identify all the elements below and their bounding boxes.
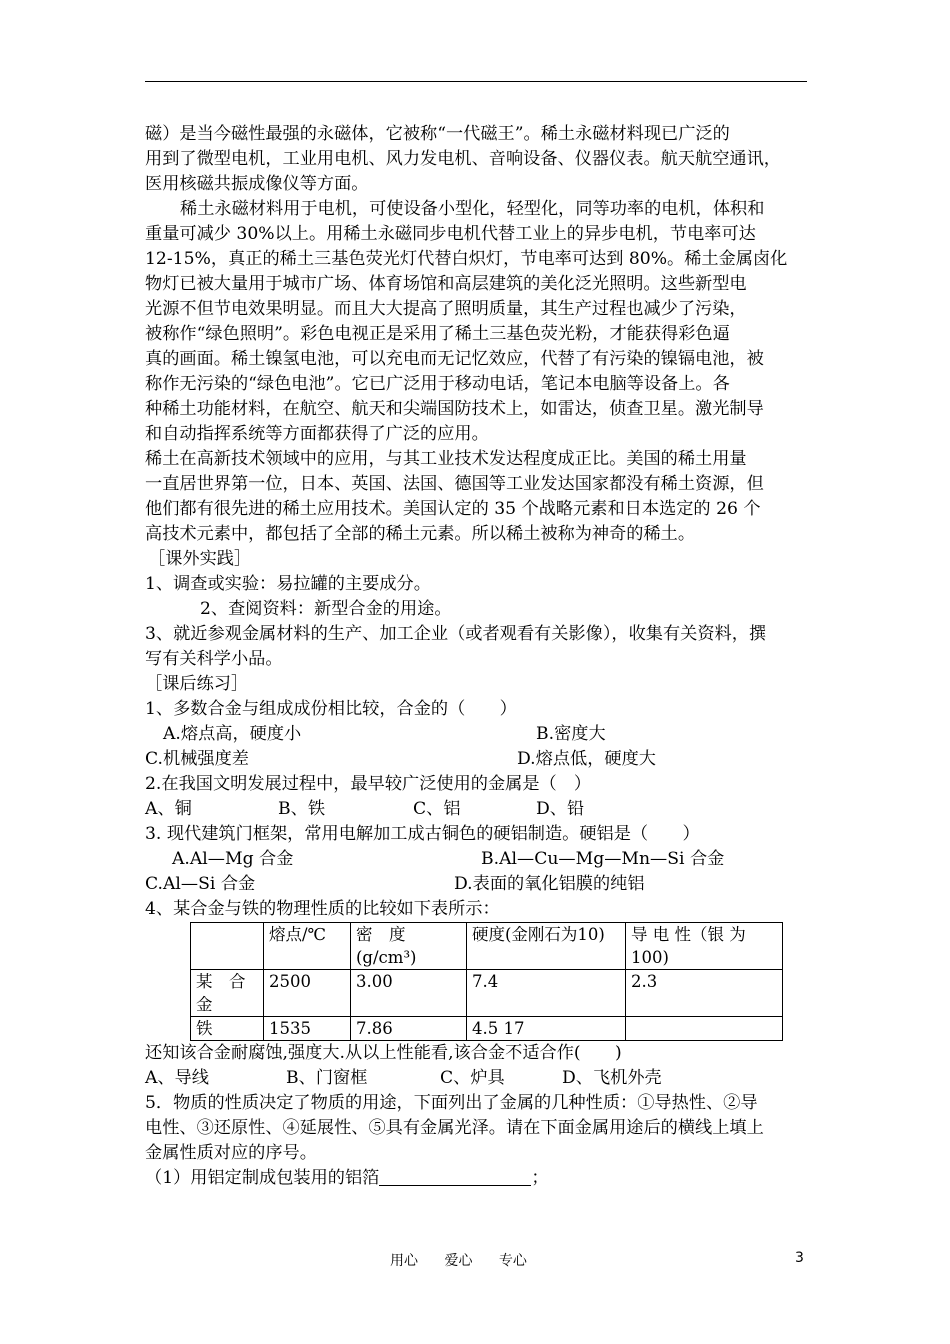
table-cell: 1535 bbox=[264, 1017, 351, 1041]
practice-item: 1、调查或实验：易拉罐的主要成分。 bbox=[145, 574, 431, 594]
body-line: 被称作“绿色照明”。彩色电视正是采用了稀土三基色荧光粉，才能获得彩色逼 bbox=[145, 324, 730, 344]
option-d: D.熔点低，硬度大 bbox=[517, 749, 656, 769]
option-c: C.机械强度差 bbox=[145, 749, 249, 769]
table-cell: 某 合金 bbox=[191, 970, 264, 1017]
body-line: 称作无污染的“绿色电池”。它已广泛用于移动电话，笔记本电脑等设备上。各 bbox=[145, 374, 730, 394]
options-row bbox=[145, 747, 810, 772]
header-rule bbox=[145, 81, 807, 82]
options-row bbox=[145, 722, 810, 747]
option-a: A、铜 bbox=[145, 799, 192, 819]
option-d: D.表面的氧化铝膜的纯铝 bbox=[454, 874, 645, 894]
table-cell: 4.5 17 bbox=[467, 1017, 626, 1041]
table-cell: 铁 bbox=[191, 1017, 264, 1041]
properties-table bbox=[190, 922, 783, 1041]
fill-blank-item bbox=[145, 1166, 810, 1191]
table-header-cell: 硬度(金刚石为10) bbox=[467, 923, 626, 970]
table-cell: 7.4 bbox=[467, 970, 626, 1017]
question-note: 还知该合金耐腐蚀,强度大.从以上性能看,该合金不适合作( ) bbox=[145, 1043, 622, 1063]
question-stem: 1、多数合金与组成成份相比较，合金的（ ） bbox=[145, 699, 517, 719]
body-line: 稀土在高新技术领域中的应用，与其工业技术发达程度成正比。美国的稀土用量 bbox=[145, 449, 747, 469]
table-header-row bbox=[191, 923, 783, 970]
table-row bbox=[191, 1017, 783, 1041]
body-line: 12-15%，真正的稀土三基色荧光灯代替白炽灯，节电率可达到 80%。稀土金属卤化 bbox=[145, 249, 788, 269]
practice-item: 3、就近参观金属材料的生产、加工企业（或者观看有关影像），收集有关资料，撰 bbox=[145, 624, 767, 644]
options-row bbox=[145, 797, 810, 822]
footer-slogan bbox=[390, 1250, 549, 1270]
option-c: C、铝 bbox=[413, 799, 461, 819]
option-b: B、门窗框 bbox=[286, 1068, 368, 1088]
exercises-heading: ［课后练习］ bbox=[145, 674, 249, 694]
body-line: 种稀土功能材料，在航空、航天和尖端国防技术上，如雷达，侦查卫星。激光制导 bbox=[145, 399, 764, 419]
options-row bbox=[145, 847, 810, 872]
fill-blank-suffix: ； bbox=[531, 1168, 549, 1188]
body-line: 一直居世界第一位，日本、英国、法国、德国等工业发达国家都没有稀土资源，但 bbox=[145, 474, 764, 494]
question-stem: 5．物质的性质决定了物质的用途，下面列出了金属的几种性质：①导热性、②导 bbox=[145, 1093, 758, 1113]
body-line: 物灯已被大量用于城市广场、体育场馆和高层建筑的美化泛光照明。这些新型电 bbox=[145, 274, 747, 294]
option-a: A、导线 bbox=[145, 1068, 209, 1088]
practice-item: 写有关科学小品。 bbox=[145, 649, 283, 669]
body-line: 重量可减少 30%以上。用稀土永磁同步电机代替工业上的异步电机，节电率可达 bbox=[145, 224, 756, 244]
body-line: 磁）是当今磁性最强的永磁体，它被称“一代磁王”。稀土永磁材料现已广泛的 bbox=[145, 124, 730, 144]
table-cell: 2.3 bbox=[626, 970, 783, 1017]
table-header-cell bbox=[191, 923, 264, 970]
practice-item: 2、查阅资料：新型合金的用途。 bbox=[200, 599, 452, 619]
body-line: 真的画面。稀土镍氢电池，可以充电而无记忆效应，代替了有污染的镍镉电池，被 bbox=[145, 349, 764, 369]
practice-heading: ［课外实践］ bbox=[148, 549, 252, 569]
table-header-cell: 密 度 (g/cm³) bbox=[351, 923, 467, 970]
option-c: C、炉具 bbox=[440, 1068, 505, 1088]
option-b: B.Al—Cu—Mg—Mn—Si 合金 bbox=[481, 849, 725, 869]
body-line: 他们都有很先进的稀土应用技术。美国认定的 35 个战略元素和日本选定的 26 个 bbox=[145, 499, 761, 519]
page-number: 3 bbox=[795, 1250, 804, 1266]
option-d: D、铅 bbox=[536, 799, 585, 819]
options-row bbox=[145, 872, 810, 897]
body-line: 和自动指挥系统等方面都获得了广泛的应用。 bbox=[145, 424, 489, 444]
page-content bbox=[145, 122, 810, 1191]
fill-blank-prompt: （1）用铝定制成包装用的铝箔 bbox=[145, 1168, 380, 1188]
table-row bbox=[191, 970, 783, 1017]
option-a: A.Al—Mg 合金 bbox=[172, 849, 294, 869]
question-stem: 电性、③还原性、④延展性、⑤具有金属光泽。请在下面金属用途后的横线上填上 bbox=[145, 1118, 764, 1138]
option-c: C.Al—Si 合金 bbox=[145, 874, 256, 894]
table-cell: 7.86 bbox=[351, 1017, 467, 1041]
option-d: D、飞机外壳 bbox=[562, 1068, 662, 1088]
option-a: A.熔点高，硬度小 bbox=[163, 724, 302, 744]
footer-word: 用心 bbox=[390, 1253, 418, 1269]
question-stem: 金属性质对应的序号。 bbox=[145, 1143, 317, 1163]
body-line: 高技术元素中，都包括了全部的稀土元素。所以稀土被称为神奇的稀土。 bbox=[145, 524, 696, 544]
body-line: 医用核磁共振成像仪等方面。 bbox=[145, 174, 369, 194]
option-b: B.密度大 bbox=[536, 724, 606, 744]
option-b: B、铁 bbox=[278, 799, 326, 819]
body-line: 稀土永磁材料用于电机，可使设备小型化，轻型化，同等功率的电机，体积和 bbox=[180, 199, 765, 219]
table-header-cell: 导 电 性（银 为100) bbox=[626, 923, 783, 970]
question-stem: 3. 现代建筑门框架，常用电解加工成古铜色的硬铝制造。硬铝是（ ） bbox=[145, 824, 700, 844]
table-header-cell: 熔点/℃ bbox=[264, 923, 351, 970]
options-row bbox=[145, 1066, 810, 1091]
answer-blank[interactable] bbox=[379, 1167, 531, 1186]
question-stem: 2.在我国文明发展过程中，最早较广泛使用的金属是（ ） bbox=[145, 774, 592, 794]
table-cell: 2500 bbox=[264, 970, 351, 1017]
footer-word: 专心 bbox=[498, 1253, 527, 1269]
body-line: 用到了微型电机，工业用电机、风力发电机、音响设备、仪器仪表。航天航空通讯， bbox=[145, 149, 781, 169]
body-line: 光源不但节电效果明显。而且大大提高了照明质量，其生产过程也减少了污染， bbox=[145, 299, 747, 319]
question-stem: 4、某合金与铁的物理性质的比较如下表所示： bbox=[145, 899, 500, 919]
footer-word: 爱心 bbox=[444, 1253, 473, 1269]
table-cell bbox=[626, 1017, 783, 1041]
table-cell: 3.00 bbox=[351, 970, 467, 1017]
